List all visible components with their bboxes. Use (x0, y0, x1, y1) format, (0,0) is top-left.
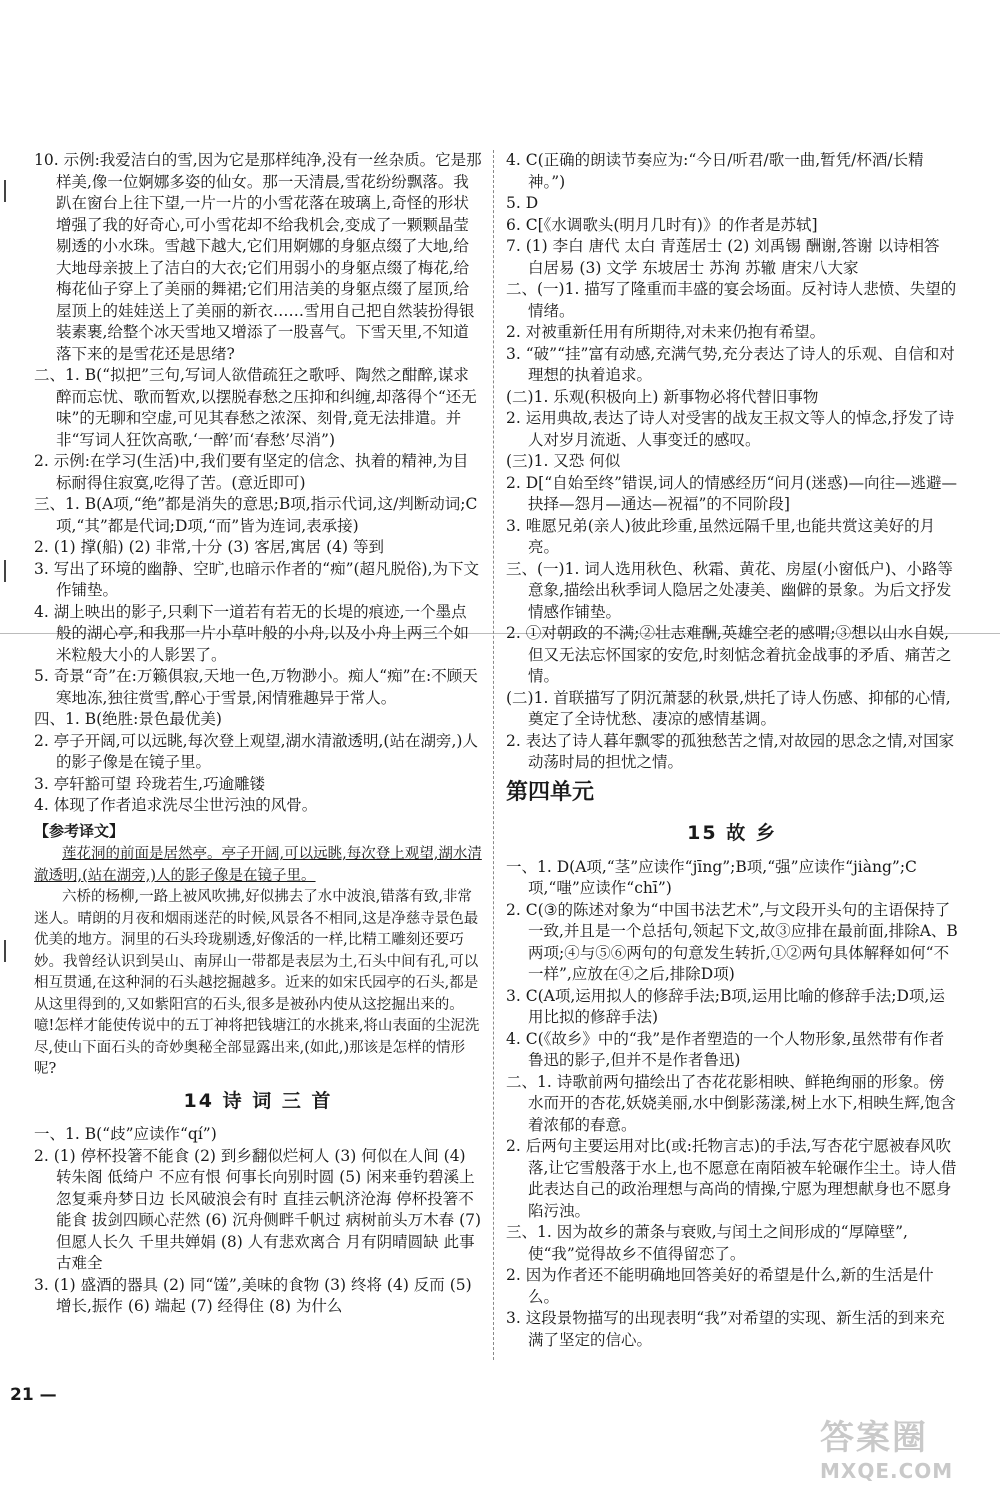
answer-item: 三、1. 因为故乡的萧条与衰败,与闰土之间形成的“厚障壁”,使“我”觉得故乡不值得留恋了。 (506, 1223, 908, 1263)
answer-item: 2. 表达了诗人暮年飘零的孤独愁苦之情,对故园的思念之情,对国家动荡时局的担忧之情。 (506, 731, 955, 771)
answer-item: 三、(一)1. 词人选用秋色、秋霜、黄花、房屋(小窗低户)、小路等意象,描绘出秋季词人隐居之处凄美、幽僻的景象。为后文抒发情感作铺垫。 (506, 559, 953, 621)
answer-item: 3. “破”“挂”富有动感,充满气势,充分表达了诗人的乐观、自信和对理想的执着追求。 (506, 344, 955, 384)
answer-item: 3. 唯愿兄弟(亲人)彼此珍重,虽然远隔千里,也能共赏这美好的月亮。 (506, 516, 936, 556)
answer-item: 三、1. B(A项,“绝”都是消失的意思;B项,指示代词,这/判断动词;C项,“其”都是代词;D项,“而”皆为连词,表承接) (34, 495, 478, 535)
reference-translation-heading: 【参考译文】 (34, 821, 125, 840)
answer-item: 5. D (506, 194, 539, 212)
answer-item: 二、(一)1. 描写了隆重而丰盛的宴会场面。反衬诗人悲愤、失望的情绪。 (506, 280, 957, 320)
right-answer-list (506, 150, 958, 774)
answer-item: 2. 对被重新任用有所期待,对未来仍抱有希望。 (506, 323, 826, 341)
answer-item: 3. 这段景物描写的出现表明“我”对希望的实现、新生活的到来充满了坚定的信心。 (506, 1309, 945, 1349)
answer-item: 2. 因为作者还不能明确地回答美好的希望是什么,新的生活是什么。 (506, 1266, 934, 1306)
answer-item: 3. 写出了环境的幽静、空旷,也暗示作者的“痴”(超凡脱俗),为下文作铺垫。 (34, 559, 480, 599)
answer-item: 3. (1) 盛酒的器具 (2) 同“馐”,美味的食物 (3) 终将 (4) 反而 (5) 增长,振作 (6) 端起 (7) 经得住 (8) 为什么 (34, 1275, 472, 1315)
section-15-title: 15 故 乡 (687, 822, 777, 844)
answer-item: 6. C[《水调歌头(明月几时有)》的作者是苏轼] (506, 215, 818, 234)
answer-item: 二、1. B(“拟把”三句,写词人欲借疏狂之歌呼、陶然之酣醉,谋求醉而忘忧、歌而暂欢,以摆脱春愁之压抑和纠缠,却落得个“还无味”的无聊和空虚,可见其春愁之浓深、刻骨,竟无法排遣。并非“写词人狂饮高歌,‘一醉’而‘春愁’尽消”) (34, 366, 477, 449)
left-answer-list-2 (34, 1124, 482, 1318)
answer-item: 7. (1) 李白 唐代 太白 青莲居士 (2) 刘禹锡 酬谢,答谢 以诗相答 白居易 (3) 文学 东坡居士 苏洵 苏辙 唐宋八大家 (506, 237, 940, 277)
answer-item: (三)1. 又恐 何似 (506, 452, 621, 470)
translation-underlined: 莲花洞的前面是居然亭。亭子开阔,可以远眺,每次登上观望,湖水清澈透明,(站在湖旁,)人的影子像是在镜子里。 (34, 846, 482, 884)
right-column (506, 150, 958, 1351)
answer-item: 4. C(正确的朗读节奏应为:“今日/听君/歌一曲,暂凭/杯酒/长精神。”) (506, 151, 924, 191)
answer-item: 4. 体现了作者追求洗尽尘世污浊的风骨。 (34, 796, 318, 814)
edge-mark (4, 560, 6, 582)
column-divider (493, 150, 494, 1360)
answer-item: 4. 湖上映出的影子,只剩下一道若有若无的长堤的痕迹,一个墨点般的湖心亭,和我那一片小草叶般的小舟,以及小舟上两三个如米粒般大小的人影罢了。 (34, 602, 469, 664)
unit-title: 第四单元 (506, 779, 595, 805)
answer-item: 一、1. B(“歧”应读作“qí”) (34, 1125, 217, 1143)
answer-item: 2. 示例:在学习(生活)中,我们要有坚定的信念、执着的精神,为目标耐得住寂寞,吃得了苦。(意近即可) (34, 452, 469, 492)
answer-item: 4. C(《故乡》中的“我”是作者塑造的一个人物形象,虽然带有作者鲁迅的影子,但并不是作者鲁迅) (506, 1029, 945, 1069)
page-number: 21 — (10, 1385, 57, 1405)
answer-item: 3. C(A项,运用拟人的修辞手法;B项,运用比喻的修辞手法;D项,运用比拟的修辞手法) (506, 986, 945, 1026)
answer-item: (二)1. 乐观(积极向上) 新事物必将代替旧事物 (506, 387, 819, 406)
answer-item: (二)1. 首联描写了阴沉萧瑟的秋景,烘托了诗人伤感、抑郁的心情,奠定了全诗忧愁、凄凉的感情基调。 (506, 688, 951, 728)
answer-item: 10. 示例:我爱洁白的雪,因为它是那样纯净,没有一丝杂质。它是那样美,像一位婀娜多姿的仙女。那一天清晨,雪花纷纷飘落。我趴在窗台上往下望,一片一片的小雪花落在玻璃上,奇怪的形状增强了我的好奇心,可小雪花却不给我机会,变成了一颗颗晶莹剔透的小水珠。雪越下越大,它们用婀娜的身躯点缀了大地,给大地母亲披上了洁白的大衣;它们用弱小的身躯点缀了梅花,给梅花仙子穿上了美丽的舞裙;它们用洁美的身躯点缀了屋顶,给屋顶上的娃娃送上了美丽的新衣……雪用自己把自然装扮得银装素裹,给整个冰天雪地又增添了一股喜气。下雪天里,不知道落下来的是雪花还是思绪? (34, 151, 482, 363)
watermark-logo: 答案圈 MXQE.COM (820, 1418, 954, 1483)
section-14-title: 14 诗 词 三 首 (183, 1089, 333, 1112)
answer-item: 2. (1) 停杯投箸不能食 (2) 到乡翻似烂柯人 (3) 何似在人间 (4) 转朱阁 低绮户 不应有恨 何事长向别时圆 (5) 闲来垂钓碧溪上 忽复乘舟梦日边 长风破浪会有时 直挂云帆济沧海 停杯投箸不能食 拔剑四顾心茫然 (6) 沉舟侧畔千帆过 病树前头万木春 (7) 但愿人长久 千里共婵娟 (8) 人有悲欢离合 月有阴晴圆缺 此事古难全 (34, 1146, 482, 1272)
answer-item: 2. ①对朝政的不满;②壮志难酬,英雄空老的感喟;③想以山水自娱,但又无法忘怀国家的安危,时刻惦念着抗金战事的矛盾、痛苦之情。 (506, 624, 952, 685)
answer-item: 一、1. D(A项,“茎”应读作“jīng”;B项,“强”应读作“jiàng”;C项,“嗤”应读作“chī”) (506, 857, 917, 897)
answer-item: 3. 亭轩豁可望 玲珑若生,巧逾雕镂 (34, 774, 266, 793)
edge-mark (4, 180, 6, 202)
translation-body: 六桥的杨柳,一路上被风吹拂,好似拂去了水中波浪,错落有致,非常迷人。晴朗的月夜和烟雨迷茫的时候,风景各不相同,这是净慈寺景色最优美的地方。洞里的石头玲珑剔透,好像活的一样,比精工雕刻还要巧妙。我曾经认识到吴山、南屏山一带都是表层为土,石头中间有孔,可以相互贯通,在这种洞的石头越挖掘越多。近来的如宋氏园亭的石头,都是从这里得到的,又如紫阳宫的石头,很多是被孙内使从这挖掘出来的。噫!怎样才能使传说中的五丁神将把钱塘江的水挑来,将山表面的尘泥洗尽,使山下面石头的奇妙奥秘全部显露出来,(如此,)那该是怎样的情形呢? (34, 889, 480, 1077)
answer-item: 2. 后两句主要运用对比(或:托物言志)的手法,写杏花宁愿被春风吹落,让它雪般落于水上,也不愿意在南陌被车轮碾作尘土。诗人借此表达自己的政治理想与高尚的情操,宁愿为理想献身也不愿身陷污浊。 (506, 1137, 957, 1220)
answer-item: 2. C(③的陈述对象为“中国书法艺术”,与文段开头句的主语保持了一致,并且是一个总括句,领起下文,故③应排在最前面,排除A、B两项;④与⑤⑥两句的句意发生转折,①②两句具体解释如何“不一样”,应放在④之后,排除D项) (506, 900, 958, 983)
left-column (34, 150, 482, 1318)
answer-item: 5. 奇景“奇”在:万籁俱寂,天地一色,万物渺小。痴人“痴”在:不顾天寒地冻,独往赏雪,醉心于雪景,闲情雅趣异于常人。 (34, 667, 478, 707)
right-answer-list-2 (506, 857, 958, 1352)
answer-item: 四、1. B(绝胜:景色最优美) (34, 710, 222, 728)
answer-item: 2. (1) 撑(船) (2) 非常,十分 (3) 客居,寓居 (4) 等到 (34, 538, 384, 556)
answer-item: 2. 亭子开阔,可以远眺,每次登上观望,湖水清澈透明,(站在湖旁,)人的影子像是在镜子里。 (34, 731, 478, 771)
answer-item: 2. 运用典故,表达了诗人对受害的战友王叔文等人的悼念,抒发了诗人对岁月流逝、人事变迁的感叹。 (506, 409, 955, 449)
answer-item: 二、1. 诗歌前两句描绘出了杏花花影相映、鲜艳绚丽的形象。傍水而开的杏花,妖娆美丽,水中倒影荡漾,树上水下,相映生辉,饱含着浓郁的春意。 (506, 1072, 956, 1134)
edge-mark (4, 940, 6, 962)
left-answer-list (34, 150, 482, 817)
answer-item: 2. D[“自始至终”错误,词人的情感经历“问月(迷惑)—向往—逃避—抉择—怨月—通达—祝福”的不同阶段] (506, 473, 957, 513)
